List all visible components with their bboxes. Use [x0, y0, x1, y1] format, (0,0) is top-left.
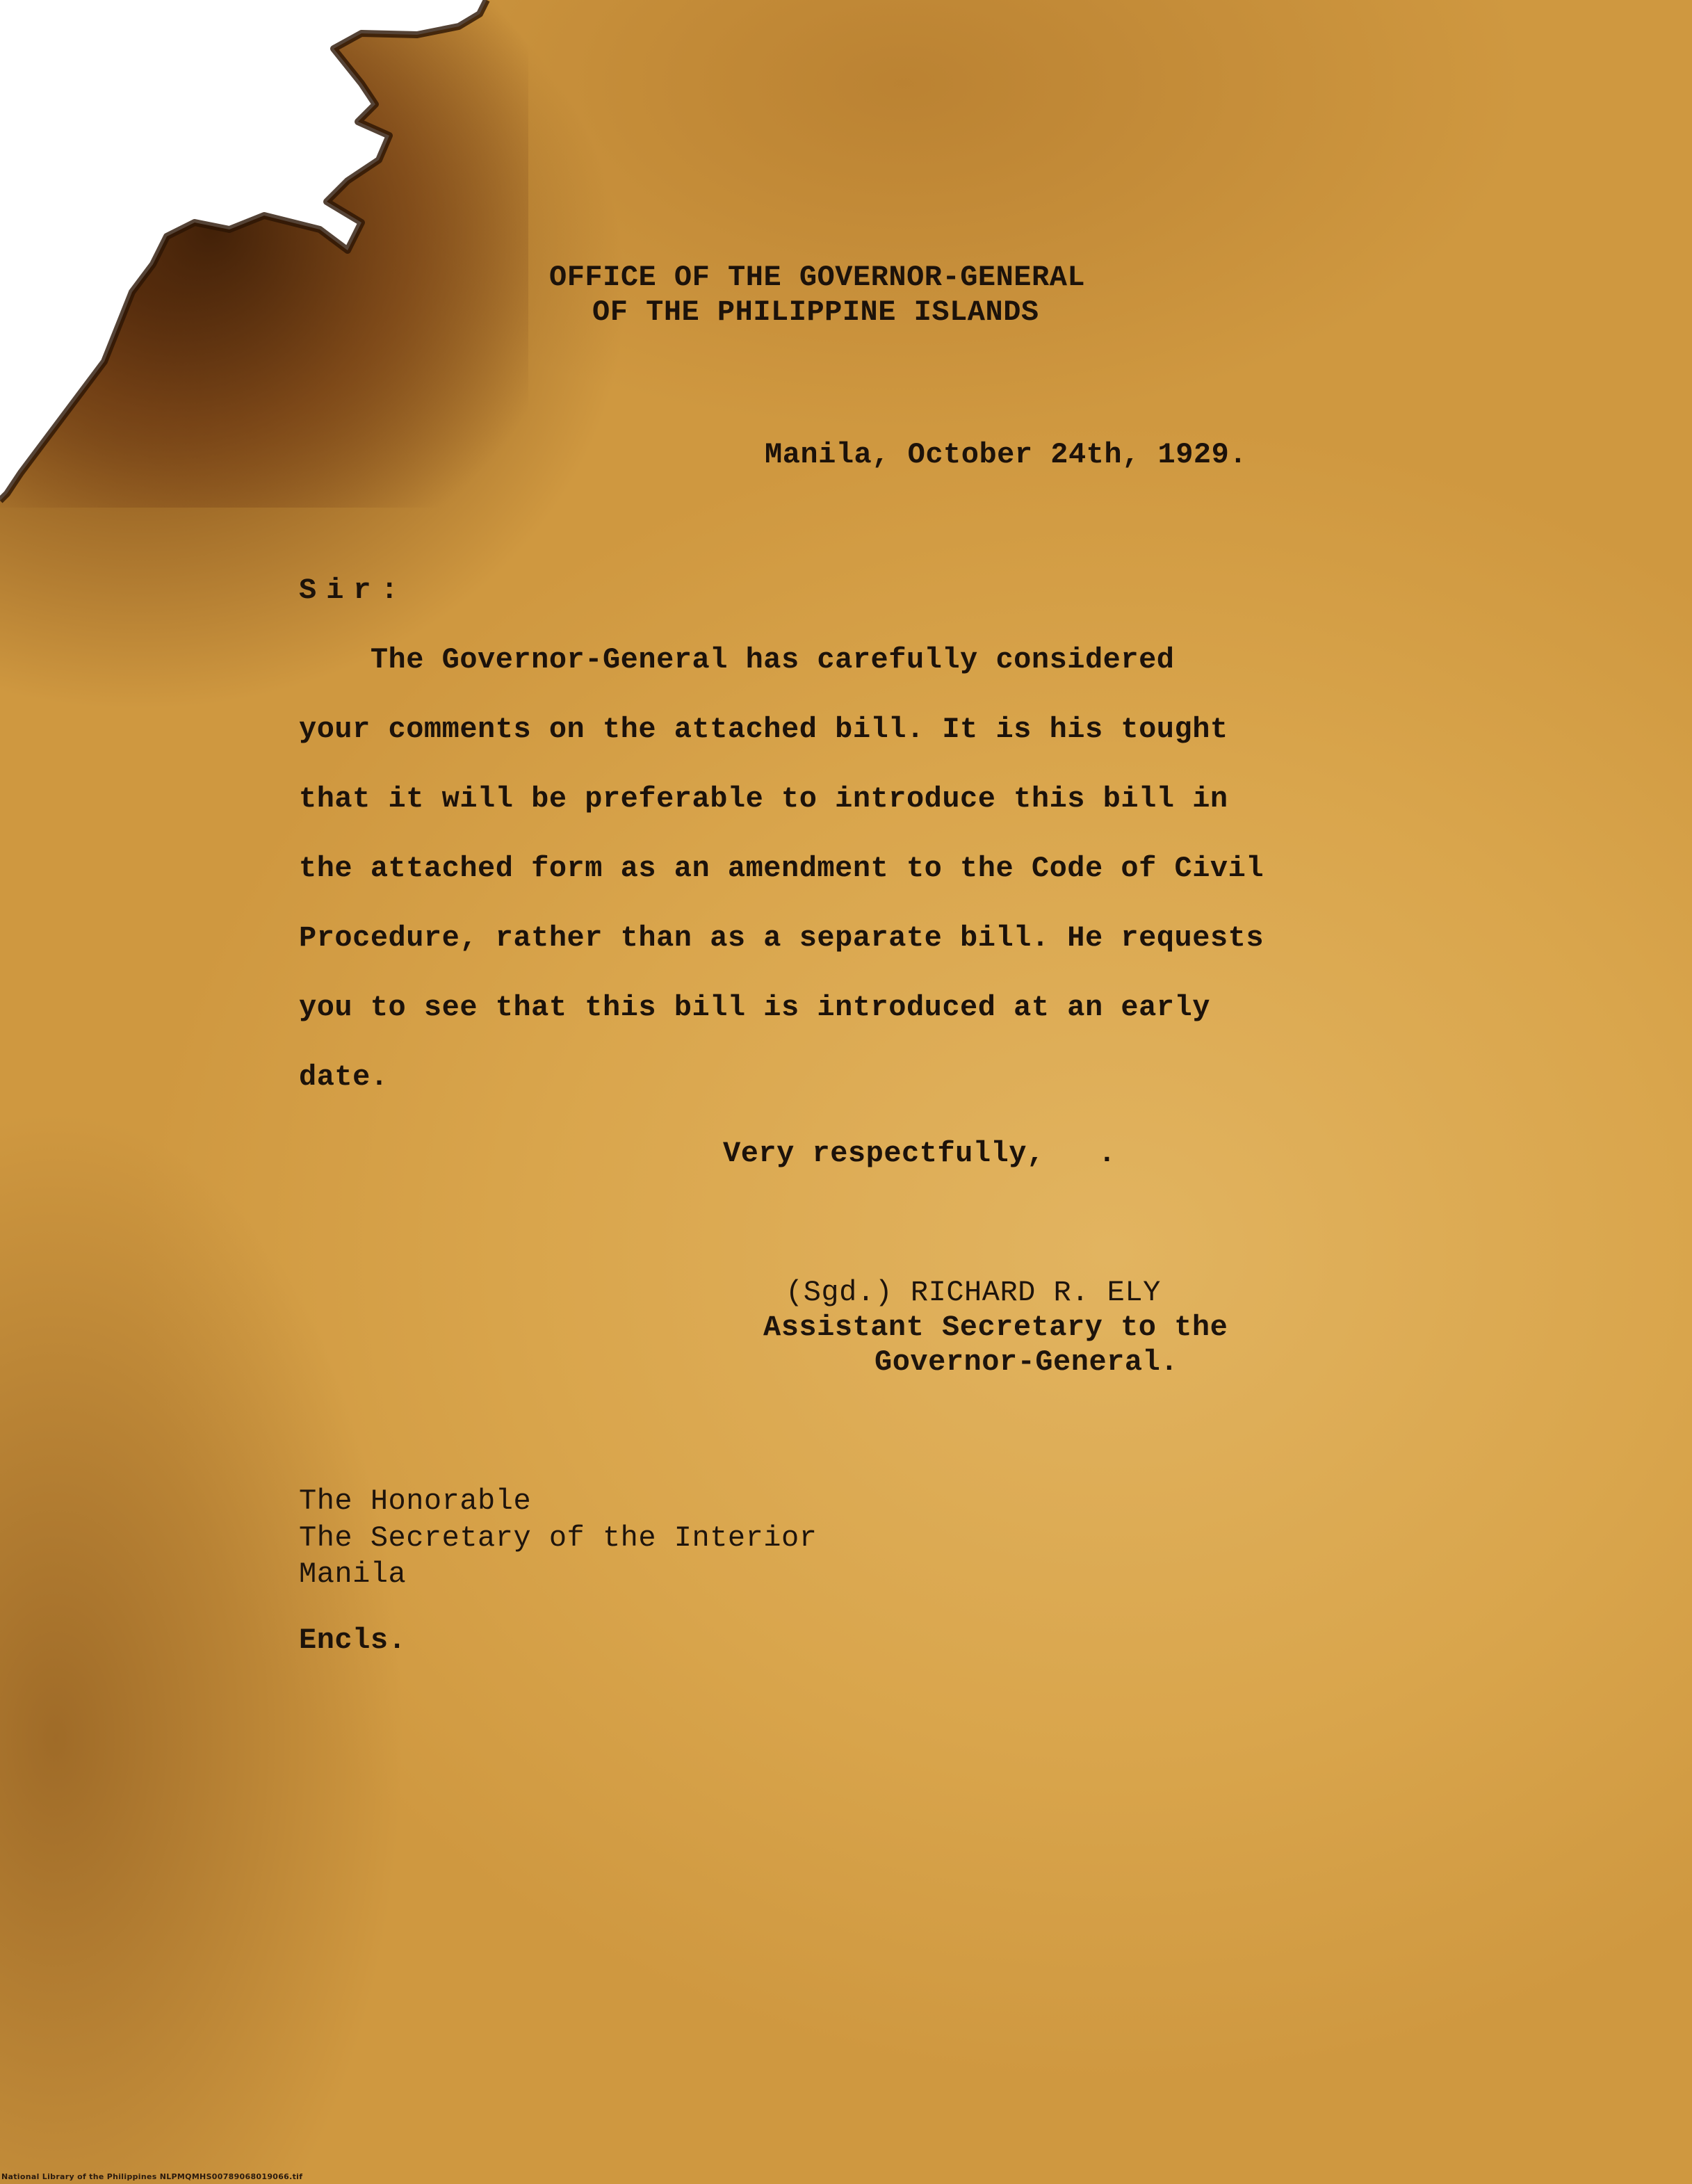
- signature-title-1: Assistant Secretary to the: [763, 1311, 1228, 1344]
- signature-name: (Sgd.) RICHARD R. ELY: [786, 1276, 1161, 1309]
- body-line: date.: [299, 1060, 389, 1094]
- archive-footer-stamp: National Library of the Philippines NLPMQMHS00789068019066.tif: [1, 2172, 303, 2181]
- torn-burnt-corner: [0, 0, 528, 508]
- dateline: Manila, October 24th, 1929.: [765, 438, 1248, 471]
- signature-title-2: Governor-General.: [875, 1345, 1178, 1379]
- body-line: Procedure, rather than as a separate bill. He requests: [299, 921, 1264, 955]
- enclosure-note: Encls.: [299, 1624, 407, 1657]
- addressee-line-2: The Secretary of the Interior: [299, 1521, 817, 1555]
- body-line: The Governor-General has carefully considered: [299, 643, 1175, 677]
- body-line: your comments on the attached bill. It is his tought: [299, 713, 1228, 746]
- body-line: you to see that this bill is introduced at an early: [299, 991, 1210, 1024]
- body-line: that it will be preferable to introduce this bill in: [299, 782, 1228, 816]
- letterhead-line-2: OF THE PHILIPPINE ISLANDS: [592, 296, 1039, 329]
- letterhead-line-1: OFFICE OF THE GOVERNOR-GENERAL: [549, 261, 1086, 294]
- body-line: the attached form as an amendment to the Code of Civil: [299, 852, 1264, 885]
- closing: Very respectfully, .: [723, 1137, 1116, 1170]
- addressee-line-3: Manila: [299, 1558, 407, 1591]
- addressee-line-1: The Honorable: [299, 1485, 532, 1518]
- salutation: Sir:: [299, 574, 408, 607]
